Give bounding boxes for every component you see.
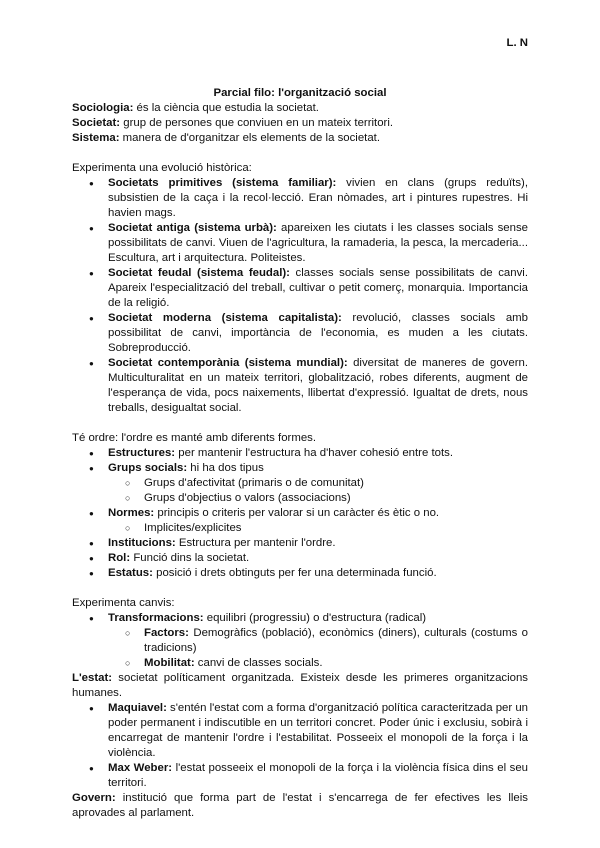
sub-item: ○ Grups d'objectius o valors (associacions) (108, 491, 528, 506)
term: Societat: (72, 117, 121, 129)
term: Rol: (108, 552, 131, 564)
term: Grups socials: (108, 462, 188, 474)
term: Societat antiga (sistema urbà): (108, 222, 277, 234)
item-text: classes socials sense possibilitats de canvi. Apareix l'especialització del treball, cultivar o petit comerç, monarquia. Importancia de la religió. (108, 267, 528, 309)
document-page (72, 0, 528, 821)
changes-intro: Experimenta canvis: (72, 597, 175, 609)
sub-list (108, 521, 528, 536)
list-item (72, 761, 528, 791)
item-text: vivien en clans (grups reduïts), subsistien de la caça i la recol·lecció. Eran nòmades, art i pintures rupestres. Hi havien mags. (108, 177, 528, 219)
list-item (72, 461, 528, 506)
list-item (72, 221, 528, 266)
item-text: s'entén l'estat com a forma d'organització política caracteritzada per un poder permanent i indiscutible en un territori concret. Poder únic i exclusiu, sobirà i encarregat de mantenir l'ordre i l'estabilitat. Posseeix el monopoli de la força i la violència. (108, 702, 528, 759)
list-item (72, 266, 528, 311)
definition-text: grup de persones que conviuen en un mateix territori. (120, 117, 394, 129)
item-text: equilibri (progressiu) o d'estructura (radical) (203, 612, 427, 624)
definition-text: societat políticament organitzada. Existeix desde les primeres organitzacions humanes. (72, 672, 528, 699)
author-initials: L. N (506, 37, 528, 49)
item-text: hi ha dos tipus (187, 462, 264, 474)
list-item (72, 356, 528, 416)
changes-list (72, 611, 528, 671)
item-text: principis o criteris per valorar si un caràcter és ètic o no. (154, 507, 440, 519)
sub-item (108, 626, 528, 656)
term: Maquiavel: (108, 702, 167, 714)
order-intro: Té ordre: l'ordre es manté amb diferents formes. (72, 432, 317, 444)
term: Societat feudal (sistema feudal): (108, 267, 290, 279)
term: Societat moderna (sistema capitalista): (108, 312, 342, 324)
list-item (72, 311, 528, 356)
item-text: Funció dins la societat. (130, 552, 250, 564)
sub-item: ○ Grups d'afectivitat (primaris o de comunitat) (108, 476, 528, 491)
term: Institucions: (108, 537, 176, 549)
list-item (72, 506, 528, 536)
definition-sociologia (72, 101, 528, 116)
list-item (72, 611, 528, 671)
definition-text: manera de d'organitzar els elements de la societat. (119, 132, 380, 144)
term: Sistema: (72, 132, 120, 144)
state-definition (72, 671, 528, 701)
order-list (72, 446, 528, 581)
term: L'estat: (72, 672, 113, 684)
document-title: Parcial filo: l'organització social (213, 87, 387, 99)
item-text: canvi de classes socials. (194, 657, 323, 669)
term: Factors: (144, 627, 189, 639)
term: Transformacions: (108, 612, 204, 624)
definition-text: és la ciència que estudia la societat. (133, 102, 319, 114)
list-item (72, 701, 528, 761)
item-text: posició i drets obtinguts per fer una determinada funció. (152, 567, 437, 579)
list-item (72, 536, 528, 551)
term: Societats primitives (sistema familiar): (108, 177, 337, 189)
list-item (72, 566, 528, 581)
evolution-intro: Experimenta una evolució històrica: (72, 162, 252, 174)
term: Estructures: (108, 447, 176, 459)
list-item (72, 176, 528, 221)
sub-item: ○ Implicites/explicites (108, 521, 528, 536)
government-definition (72, 791, 528, 821)
term: Societat contemporània (sistema mundial): (108, 357, 348, 369)
item-text: Estructura per mantenir l'ordre. (175, 537, 336, 549)
definition-societat (72, 116, 528, 131)
evolution-list (72, 176, 528, 416)
item-text: Demogràfics (població), econòmics (diners), culturals (costums o tradicions) (144, 627, 528, 654)
term: Estatus: (108, 567, 153, 579)
item-text: l'estat posseeix el monopoli de la força i la violència física dins el seu territori. (108, 762, 528, 789)
definition-sistema (72, 131, 528, 146)
sub-list (108, 476, 528, 506)
list-item (72, 551, 528, 566)
term: Normes: (108, 507, 155, 519)
item-text: diversitat de maneres de govern. Multiculturalitat en un mateix territori, globalització, robes diferents, augment de l'esperança de vida, pocs naixements, llibertat d'expressió. Igualtat de drets, nous treballs, desigualtat social. (108, 357, 528, 414)
item-text: apareixen les ciutats i les classes socials sense possibilitats de canvi. Viuen de l'agricultura, la ramaderia, la pesca, la mercaderia... Escultura, art i arquitectura. Politeistes. (108, 222, 528, 264)
sub-list (108, 626, 528, 671)
item-text: revolució, classes socials amb possibilitat de canvi, importància de l'economia, es muden a les ciutats. Sobreproducció. (108, 312, 528, 354)
sub-item (108, 656, 528, 671)
term: Sociologia: (72, 102, 134, 114)
definition-text: institució que forma part de l'estat i s'encarrega de fer efectives les lleis aprovades al parlament. (72, 792, 528, 819)
term: Max Weber: (108, 762, 173, 774)
state-list (72, 701, 528, 791)
term: Govern: (72, 792, 116, 804)
term: Mobilitat: (144, 657, 195, 669)
item-text: per mantenir l'estructura ha d'haver cohesió entre tots. (175, 447, 453, 459)
list-item (72, 446, 528, 461)
